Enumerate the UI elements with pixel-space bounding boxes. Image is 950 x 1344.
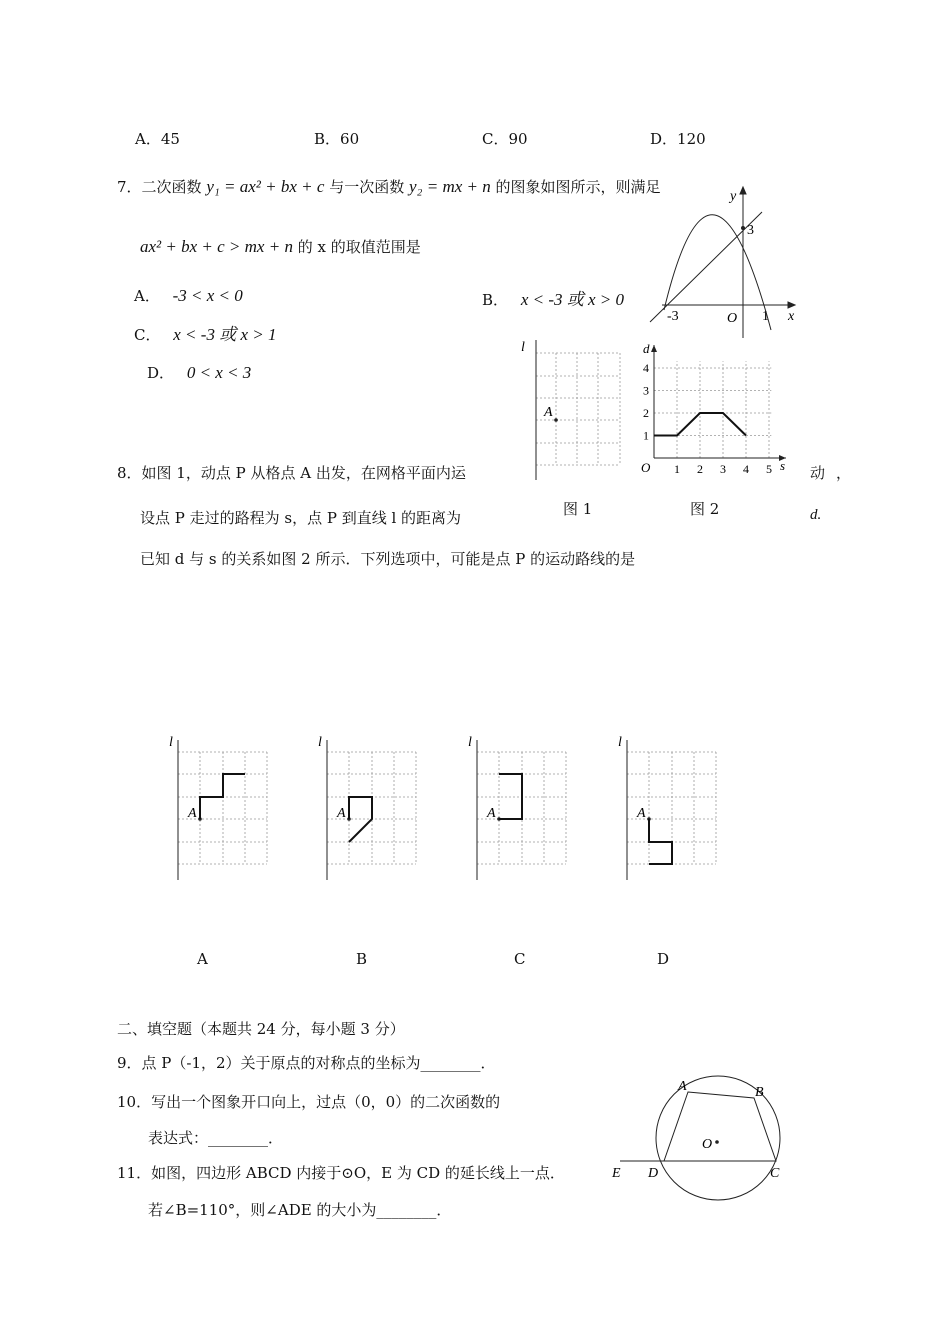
q7-tail: 的图象如图所示，则满足	[495, 178, 661, 196]
section2-title: 二、填空题（本题共 24 分，每小题 3 分）	[117, 1020, 405, 1038]
q7-option-b-value: x < -3 或 x > 0	[520, 290, 625, 309]
q6-option-d: D．120	[650, 130, 706, 148]
fig2-xtick: 3	[720, 462, 726, 476]
q6-option-a: A．45	[135, 130, 180, 148]
q7-mid: 与一次函数	[329, 178, 405, 196]
option-d-a-label: A	[637, 806, 646, 821]
q7-y2-formula: y₂ = mx + n	[409, 177, 491, 196]
q8-option-c-label: C	[514, 950, 526, 968]
q10-line2: 表达式：________．	[148, 1129, 284, 1147]
q8-line2: 设点 P 走过的路程为 s，点 P 到直线 l 的距离为	[140, 509, 462, 527]
fig1-a-label: A	[544, 405, 553, 420]
q11-label-c: C	[770, 1166, 780, 1181]
fig2-origin-label: O	[641, 460, 651, 475]
q11-quadrilateral	[664, 1092, 776, 1161]
fig2-caption: 图 2	[690, 500, 720, 518]
q7-origin-label: O	[727, 311, 738, 326]
q11-label-d: D	[648, 1166, 659, 1181]
q8-option-b-label: B	[356, 950, 368, 968]
fig2-ytick: 1	[643, 428, 649, 443]
fig2-x-label: s	[780, 458, 786, 473]
fig2-ytick: 4	[643, 361, 649, 375]
fig1-caption: 图 1	[563, 500, 593, 518]
fig2-xtick: 2	[697, 462, 703, 476]
q7-option-a-value: -3 < x < 0	[172, 286, 243, 305]
option-d-l-label: l	[618, 735, 622, 750]
option-b-a-label: A	[337, 806, 346, 821]
q8-line3: 已知 d 与 s 的关系如图 2 所示．下列选项中，可能是点 P 的运动路线的是	[140, 550, 636, 568]
q11-label-e: E	[612, 1166, 621, 1181]
fig2-xtick: 4	[743, 462, 749, 476]
option-c-l-label: l	[468, 735, 472, 750]
q6-option-b: B．60	[314, 130, 360, 148]
q7-option-d-value: 0 < x < 3	[186, 363, 252, 382]
q7-intercept-label: 3	[747, 223, 754, 238]
q7-option-c-label: C．	[134, 326, 161, 344]
q7-option-a-label: A．	[134, 287, 160, 305]
q8-line1-comma: ，	[836, 464, 852, 482]
fig2-xtick: 1	[674, 462, 680, 476]
q8-option-a-label: A	[197, 950, 208, 968]
q7-root-right: 1	[762, 309, 769, 324]
q8-line1-right: 动	[810, 464, 826, 482]
q7-y1-formula: y₁ = ax² + bx + c	[206, 177, 325, 196]
q7-root-left: -3	[667, 309, 679, 324]
q11-center-dot	[715, 1140, 719, 1144]
q11-line2: 若∠B=110°，则∠ADE 的大小为________．	[148, 1201, 452, 1219]
q7-y-label: y	[730, 189, 737, 204]
option-c-a-label: A	[487, 806, 496, 821]
q8-option-d-label: D	[657, 950, 670, 968]
q7-tail2: 的 x 的取值范围是	[297, 238, 421, 256]
q7-inequality: ax² + bx + c > mx + n	[140, 237, 293, 256]
q11-label-o: O	[702, 1137, 713, 1152]
q11-line1: 11．如图，四边形 ABCD 内接于⊙O，E 为 CD 的延长线上一点．	[117, 1164, 565, 1182]
q9: 9．点 P（-1，2）关于原点的对称点的坐标为________．	[117, 1054, 496, 1072]
q7-lead: 7．二次函数	[117, 178, 202, 196]
option-b-l-label: l	[318, 735, 322, 750]
q7-option-d-label: D．	[147, 364, 175, 382]
fig2-ytick: 3	[643, 383, 649, 398]
fig2-xtick: 5	[766, 462, 772, 476]
q8-line1: 8．如图 1，动点 P 从格点 A 出发，在网格平面内运	[117, 464, 466, 482]
option-a-l-label: l	[169, 735, 173, 750]
fig1-l-label: l	[521, 340, 525, 355]
q10-line1: 10．写出一个图象开口向上，过点（0，0）的二次函数的	[117, 1093, 501, 1111]
q6-option-c: C．90	[482, 130, 528, 148]
option-a-a-label: A	[188, 806, 197, 821]
q7-option-c-value: x < -3 或 x > 1	[173, 325, 277, 344]
fig2-ytick: 2	[643, 406, 649, 420]
fig2-y-label: d	[643, 341, 650, 356]
q8-line2-right: d.	[810, 507, 822, 523]
q7-x-label: x	[788, 309, 795, 324]
q11-label-b: B	[755, 1085, 764, 1100]
q11-label-a: A	[678, 1079, 687, 1094]
q7-option-b-label: B．	[482, 291, 509, 309]
